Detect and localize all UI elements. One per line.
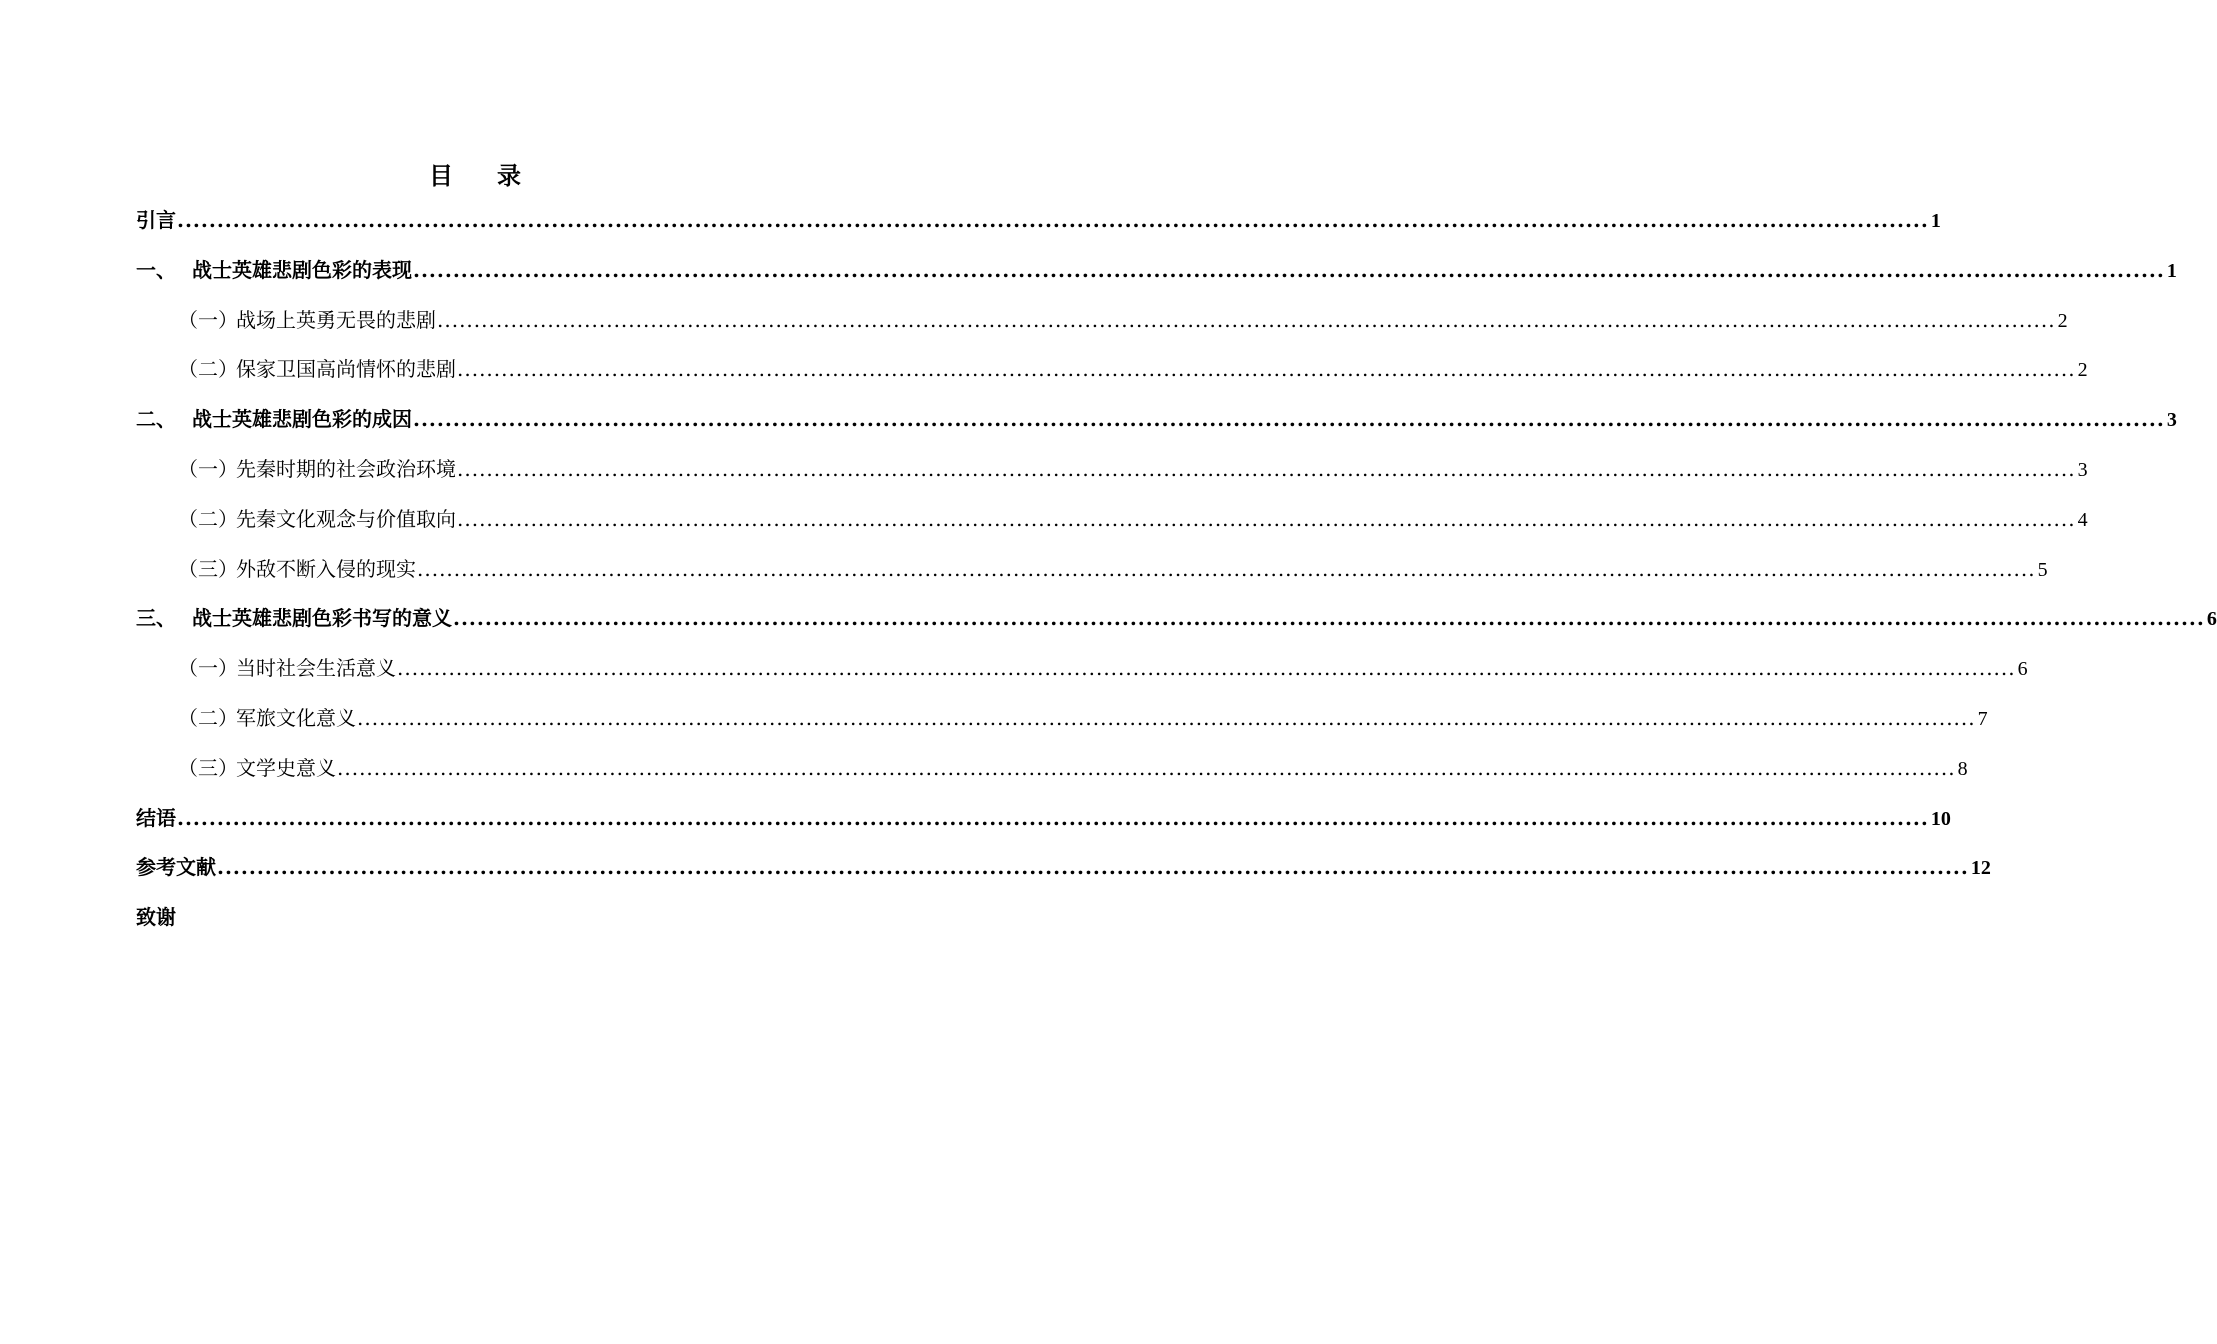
toc-entry-number: （二） bbox=[178, 357, 238, 382]
toc-entry-label: 文学史意义 bbox=[236, 755, 336, 780]
toc-entry-page-number: 12 bbox=[1970, 857, 1991, 880]
toc-entry-leader-dots: ............................................................................................................................................................................................................................ bbox=[457, 506, 2076, 531]
toc-entry[interactable] bbox=[136, 744, 1968, 794]
toc-entry-leader-dots: ............................................................................................................................................................................................................................ bbox=[177, 208, 1929, 232]
toc-entry-leader-dots: ............................................................................................................................................................................................................................ bbox=[397, 656, 2016, 681]
toc-entry-page-number: 5 bbox=[2037, 558, 2048, 581]
toc-entry[interactable] bbox=[136, 545, 2048, 595]
toc-entry-label: 结语 bbox=[136, 805, 176, 830]
toc-entry-leader-dots: ............................................................................................................................................................................................................................ bbox=[457, 357, 2076, 382]
toc-entry[interactable] bbox=[136, 445, 2088, 495]
toc-entry-number: （一） bbox=[178, 656, 238, 681]
toc-entry-page-number: 3 bbox=[2077, 458, 2088, 481]
toc-entry-page-number: 8 bbox=[1957, 757, 1968, 780]
toc-entry[interactable] bbox=[136, 794, 1951, 844]
toc-entry-label: 军旅文化意义 bbox=[236, 705, 356, 730]
toc-entry-label: 保家卫国高尚情怀的悲剧 bbox=[236, 357, 456, 382]
toc-entry-page-number: 6 bbox=[2206, 608, 2217, 631]
toc-entry-leader-dots: ............................................................................................................................................................................................................................ bbox=[177, 805, 1929, 830]
toc-entry-page-number: 10 bbox=[1930, 807, 1951, 830]
toc-entry[interactable] bbox=[136, 196, 1941, 246]
toc-entry-leader-dots: ............................................................................................................................................................................................................................ bbox=[453, 606, 2205, 631]
toc-entry-leader-dots: ............................................................................................................................................................................................................................ bbox=[437, 307, 2056, 332]
toc-entry[interactable] bbox=[136, 644, 2028, 694]
toc-title-char-2: 录 bbox=[497, 162, 521, 190]
toc-entry[interactable] bbox=[136, 296, 2068, 346]
toc-entry-number: （三） bbox=[178, 556, 238, 581]
toc-entry-leader-dots: ............................................................................................................................................................................................................................ bbox=[413, 407, 2165, 432]
toc-entry-number: 一、 bbox=[136, 257, 176, 282]
toc-entry-leader-dots: ............................................................................................................................................................................................................................ bbox=[217, 855, 1969, 880]
toc-entry[interactable] bbox=[136, 843, 1991, 893]
toc-entry-leader-dots: ............................................................................................................................................................................................................................ bbox=[337, 755, 1956, 780]
toc-entry-number: （二） bbox=[178, 705, 238, 730]
toc-title-char-1: 目 bbox=[429, 162, 453, 190]
toc-entry[interactable] bbox=[136, 893, 850, 943]
toc-entry-label: 参考文献 bbox=[136, 855, 216, 880]
toc-entry-label: 战士英雄悲剧色彩的成因 bbox=[192, 407, 412, 432]
toc-entry-label: 先秦时期的社会政治环境 bbox=[236, 456, 456, 481]
toc-entry[interactable] bbox=[136, 594, 2217, 644]
toc-entry-leader-dots: ............................................................................................................................................................................................................................ bbox=[357, 705, 1976, 730]
toc-entry[interactable] bbox=[136, 345, 2088, 395]
toc-entry-label: 战士英雄悲剧色彩书写的意义 bbox=[192, 606, 452, 631]
toc-entry-page-number: 1 bbox=[1930, 210, 1941, 232]
toc-entry[interactable] bbox=[136, 246, 2177, 296]
toc-entry-label: 战士英雄悲剧色彩的表现 bbox=[192, 257, 412, 282]
toc-entry-number: 二、 bbox=[136, 407, 176, 432]
toc-entry-label: 外敌不断入侵的现实 bbox=[236, 556, 416, 581]
toc-entry-page-number: 6 bbox=[2017, 658, 2028, 681]
toc-entry[interactable] bbox=[136, 495, 2088, 545]
toc-entry-page-number: 1 bbox=[2166, 259, 2177, 282]
toc-entry-number: （三） bbox=[178, 755, 238, 780]
toc-entry-label: 当时社会生活意义 bbox=[236, 656, 396, 681]
toc-entry-label: 战场上英勇无畏的悲剧 bbox=[236, 307, 436, 332]
toc-entry-number: （二） bbox=[178, 506, 238, 531]
toc-entry-number: 三、 bbox=[136, 606, 176, 631]
toc-entry-page-number: 2 bbox=[2057, 309, 2068, 332]
toc-title bbox=[0, 156, 950, 191]
toc-entry[interactable] bbox=[136, 395, 2177, 445]
toc-entry-leader-dots: ............................................................................................................................................................................................................................ bbox=[413, 257, 2165, 282]
toc-entry-page-number: 4 bbox=[2077, 508, 2088, 531]
toc-entry-page-number: 7 bbox=[1977, 707, 1988, 730]
toc-entry-label: 致谢 bbox=[136, 905, 176, 930]
toc-entry-leader-dots: ............................................................................................................................................................................................................................ bbox=[457, 456, 2076, 481]
toc-entry-page-number: 2 bbox=[2077, 359, 2088, 382]
toc-entry-leader-dots: ............................................................................................................................................................................................................................ bbox=[417, 556, 2036, 581]
toc-entry[interactable] bbox=[136, 694, 1988, 744]
toc-entry-label: 引言 bbox=[136, 208, 176, 232]
table-of-contents bbox=[136, 196, 2217, 943]
toc-entry-number: （一） bbox=[178, 456, 238, 481]
toc-entry-number: （一） bbox=[178, 307, 238, 332]
toc-entry-label: 先秦文化观念与价值取向 bbox=[236, 506, 456, 531]
toc-entry-page-number: 3 bbox=[2166, 409, 2177, 432]
